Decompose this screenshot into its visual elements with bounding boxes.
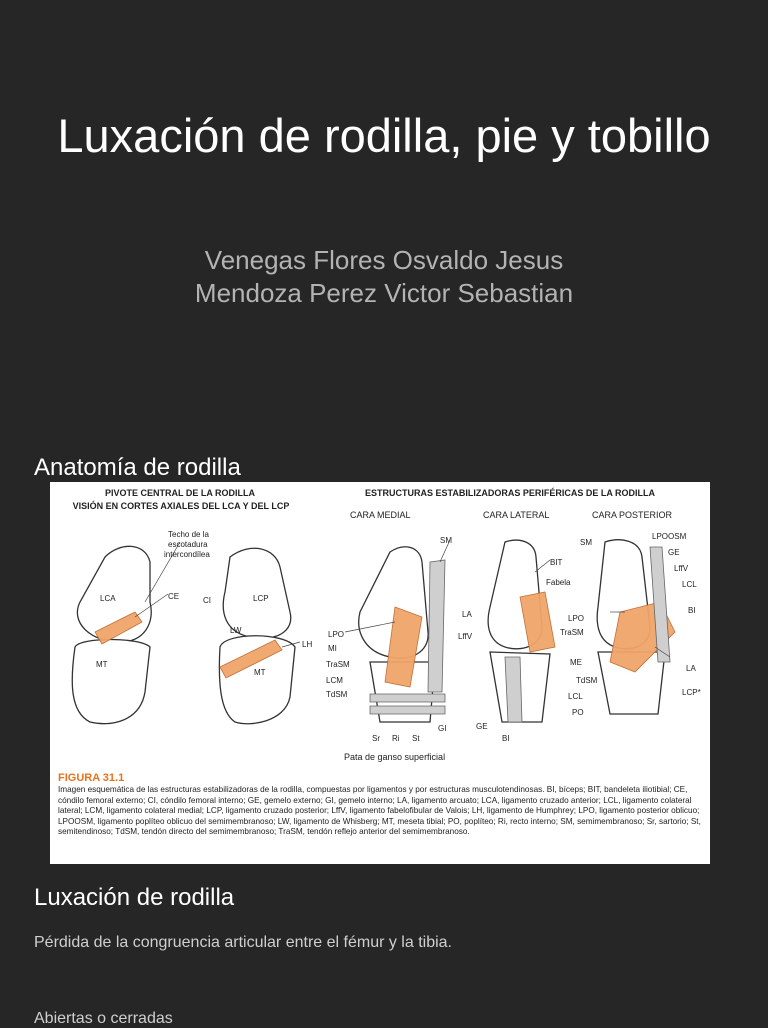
label-post-trasm: TraSM <box>560 628 584 637</box>
label-techo-2: escotadura <box>168 540 208 549</box>
figure-number: FIGURA 31.1 <box>58 772 125 784</box>
luxacion-types: Abiertas o cerradas <box>34 1010 173 1027</box>
label-lateral-lffv: LffV <box>458 632 473 641</box>
label-post-lcl-1: LCL <box>682 580 697 589</box>
label-techo-1: Techo de la <box>168 530 209 539</box>
view-medial: CARA MEDIAL <box>350 510 411 520</box>
label-lateral-ge: GE <box>476 722 488 731</box>
luxacion-heading: Luxación de rodilla <box>34 884 235 911</box>
label-post-bi: BI <box>688 606 696 615</box>
label-post-la: LA <box>686 664 696 673</box>
label-lcp: LCP <box>253 594 269 603</box>
label-lateral-bi: BI <box>502 734 510 743</box>
label-medial-st: St <box>412 734 420 743</box>
presentation-title: Luxación de rodilla, pie y tobillo <box>57 109 711 162</box>
label-medial-sr: Sr <box>372 734 380 743</box>
label-lateral-bit: BIT <box>550 558 563 567</box>
label-post-lpo: LPO <box>568 614 585 623</box>
label-post-lcp: LCP* <box>682 688 701 697</box>
label-lateral-la: LA <box>462 610 472 619</box>
label-pata-de-ganso: Pata de ganso superficial <box>344 752 446 762</box>
title-slide <box>0 0 768 440</box>
authors <box>40 244 728 310</box>
label-post-tdsm: TdSM <box>576 676 598 685</box>
label-post-lpoosm: LPOOSM <box>652 532 687 541</box>
author-1: Venegas Flores Osvaldo Jesus <box>204 245 564 275</box>
right-header: ESTRUCTURAS ESTABILIZADORAS PERIFÉRICAS DE LA RODILLA <box>364 488 655 498</box>
anatomy-heading: Anatomía de rodilla <box>34 454 241 481</box>
label-lateral-fabela: Fabela <box>546 578 571 587</box>
label-medial-trasm: TraSM <box>326 660 350 669</box>
label-post-lffv: LffV <box>674 564 689 573</box>
left-header-line1: PIVOTE CENTRAL DE LA RODILLA <box>104 488 255 498</box>
label-medial-tdsm: TdSM <box>326 690 348 699</box>
label-medial-mi: MI <box>328 644 337 653</box>
view-lateral: CARA LATERAL <box>483 510 550 520</box>
left-header-line2: VISIÓN EN CORTES AXIALES DEL LCA Y DEL LCP <box>72 501 290 511</box>
label-medial-lpo: LPO <box>328 630 345 639</box>
label-post-lcl-2: LCL <box>568 692 583 701</box>
label-mt-2: MT <box>254 668 266 677</box>
label-medial-gi: GI <box>438 724 447 733</box>
label-medial-ri: Ri <box>392 734 400 743</box>
label-post-me: ME <box>570 658 582 667</box>
label-post-po: PO <box>572 708 584 717</box>
view-posterior: CARA POSTERIOR <box>592 510 673 520</box>
label-post-sm: SM <box>580 538 592 547</box>
knee-illustration <box>50 482 710 772</box>
label-medial-sm: SM <box>440 536 452 545</box>
label-ci: CI <box>203 596 211 605</box>
label-lh: LH <box>302 640 313 649</box>
label-post-ge: GE <box>668 548 680 557</box>
label-ce: CE <box>168 592 180 601</box>
label-lca: LCA <box>100 594 116 603</box>
knee-anatomy-figure <box>50 482 710 864</box>
label-mt-1: MT <box>96 660 108 669</box>
label-techo-3: intercondílea <box>164 550 210 559</box>
label-lw: LW <box>230 626 242 635</box>
figure-caption: Imagen esquemática de las estructuras estabilizadoras de la rodilla, compuestas por ligamentos y por estructuras musculotendinosas. BI, bíceps; BIT, bandeleta iliotibial; CE, cóndilo femoral externo; CI, cóndilo femoral interno; GE, gemelo externo; GI, gemelo interno; LA, ligamento arcuato; LCA, ligamento cruzado anterior; LCL, ligamento colateral lateral; LCM, ligamento colateral medial; LCP, ligamento cruzado posterior; LffV, ligamento fabelofibular de Valois; LH, ligamento de Humphrey; LPO, ligamento posterior oblicuo; LPOOSM, ligamento poplíteo oblicuo del semimembranoso; LW, ligamento de Whisberg; MT, meseta tibial; PO, poplíteo; Ri, recto interno; SM, semimembranoso; Sr, sartorio; St, semitendinoso; TdSM, tendón directo del semimembranoso; TraSM, tendón reflejo anterior del semimembranoso. <box>58 785 701 837</box>
luxacion-definition: Pérdida de la congruencia articular entre el fémur y la tibia. <box>34 934 452 951</box>
author-2: Mendoza Perez Victor Sebastian <box>194 278 574 308</box>
label-medial-lcm: LCM <box>326 676 343 685</box>
